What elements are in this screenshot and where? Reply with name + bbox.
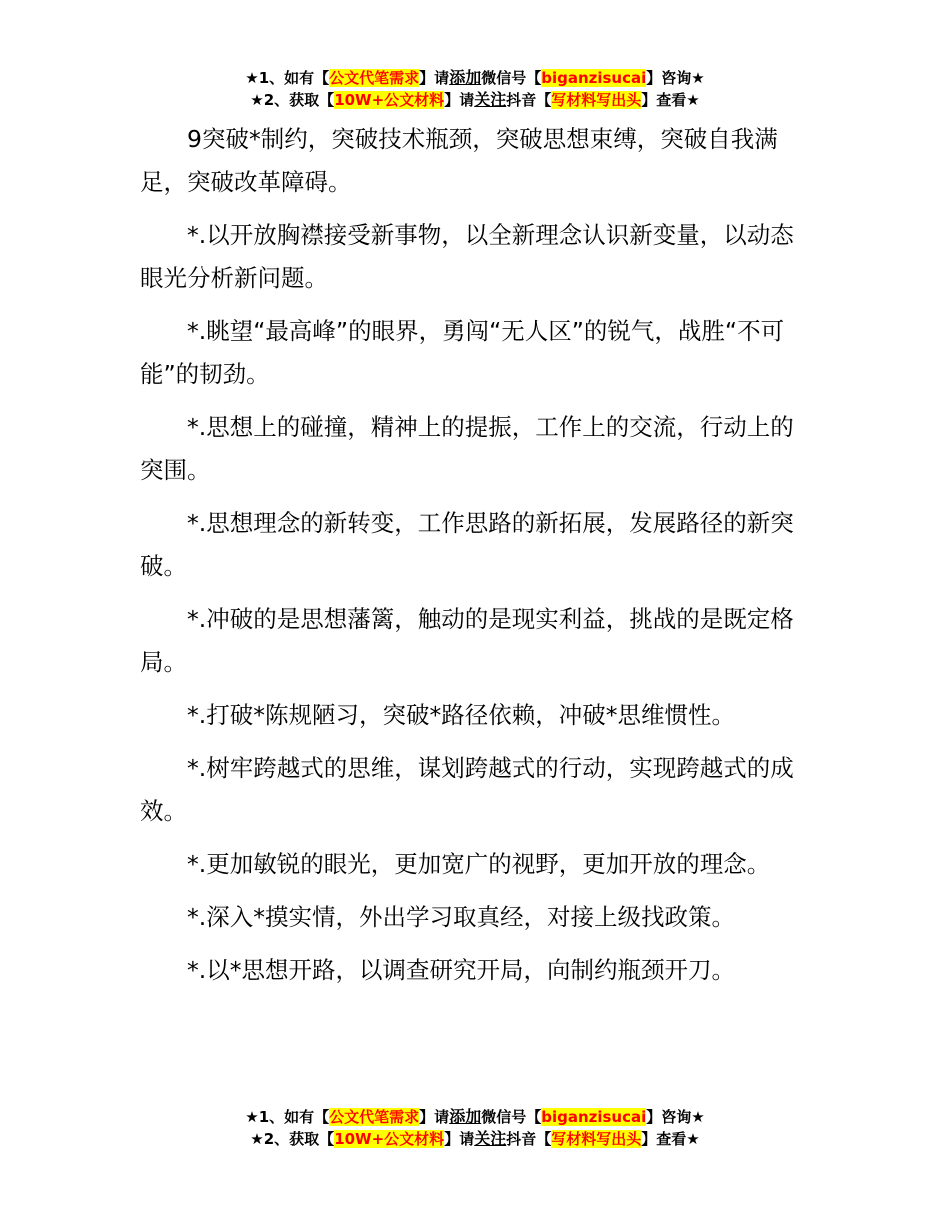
banner-line-2 — [0, 1128, 950, 1150]
banner-highlight: 10W+公文材料 — [334, 1130, 445, 1148]
banner-emphasis: 添加 — [449, 1107, 482, 1126]
banner-text: ★2、获取【 — [250, 91, 335, 109]
banner-text: ★1、如有【 — [245, 1108, 330, 1126]
footer-banner — [0, 1106, 950, 1150]
paragraph: 9突破*制约，突破技术瓶颈，突破思想束缚，突破自我满足，突破改革障碍。 — [140, 125, 778, 196]
banner-emphasis: 关注 — [474, 90, 507, 109]
banner-emphasis: 添加 — [449, 68, 482, 87]
paragraph: *.思想上的碰撞，精神上的提振，工作上的交流，行动上的突围。 — [140, 413, 794, 484]
paragraph: *.思想理念的新转变，工作思路的新拓展，发展路径的新突破。 — [140, 509, 794, 580]
banner-text: 】咨询★ — [646, 69, 705, 87]
paragraph: *.眺望“最高峰”的眼界，勇闯“无人区”的锐气，战胜“不可能”的韧劲。 — [140, 317, 785, 388]
banner-highlight: 10W+公文材料 — [334, 91, 445, 109]
banner-text: 】咨询★ — [646, 1108, 705, 1126]
banner-text: 抖音【 — [506, 1130, 552, 1148]
banner-highlight: 公文代笔需求 — [329, 1108, 420, 1126]
banner-emphasis: 关注 — [474, 1129, 507, 1148]
banner-highlight: biganzisucai — [541, 1108, 647, 1126]
banner-line-2 — [0, 89, 950, 111]
banner-highlight: 写材料写出头 — [551, 91, 642, 109]
paragraph: *.冲破的是思想藩篱，触动的是现实利益，挑战的是既定格局。 — [140, 605, 794, 676]
banner-text: 】请 — [444, 1130, 475, 1148]
banner-highlight: 公文代笔需求 — [329, 69, 420, 87]
banner-text: 微信号【 — [481, 69, 542, 87]
banner-text: 微信号【 — [481, 1108, 542, 1126]
banner-text: 】请 — [419, 1108, 450, 1126]
header-banner — [0, 67, 950, 111]
paragraph: *.深入*摸实情，外出学习取真经，对接上级找政策。 — [187, 903, 735, 931]
banner-text: 】请 — [444, 91, 475, 109]
banner-text: ★1、如有【 — [245, 69, 330, 87]
banner-text: ★2、获取【 — [250, 1130, 335, 1148]
banner-text: 】查看★ — [641, 91, 700, 109]
banner-text: 】查看★ — [641, 1130, 700, 1148]
banner-line-1 — [0, 67, 950, 89]
banner-line-1 — [0, 1106, 950, 1128]
banner-text: 抖音【 — [506, 91, 552, 109]
document-body — [140, 118, 812, 1002]
paragraph: *.树牢跨越式的思维，谋划跨越式的行动，实现跨越式的成效。 — [140, 754, 794, 825]
banner-highlight: 写材料写出头 — [551, 1130, 642, 1148]
paragraph: *.以开放胸襟接受新事物，以全新理念认识新变量，以动态眼光分析新问题。 — [140, 221, 794, 292]
paragraph: *.打破*陈规陋习，突破*路径依赖，冲破*思维惯性。 — [187, 701, 735, 729]
paragraph: *.以*思想开路，以调查研究开局，向制约瓶颈开刀。 — [187, 956, 735, 984]
banner-text: 】请 — [419, 69, 450, 87]
paragraph: *.更加敏锐的眼光，更加宽广的视野，更加开放的理念。 — [187, 850, 771, 878]
banner-highlight: biganzisucai — [541, 69, 647, 87]
